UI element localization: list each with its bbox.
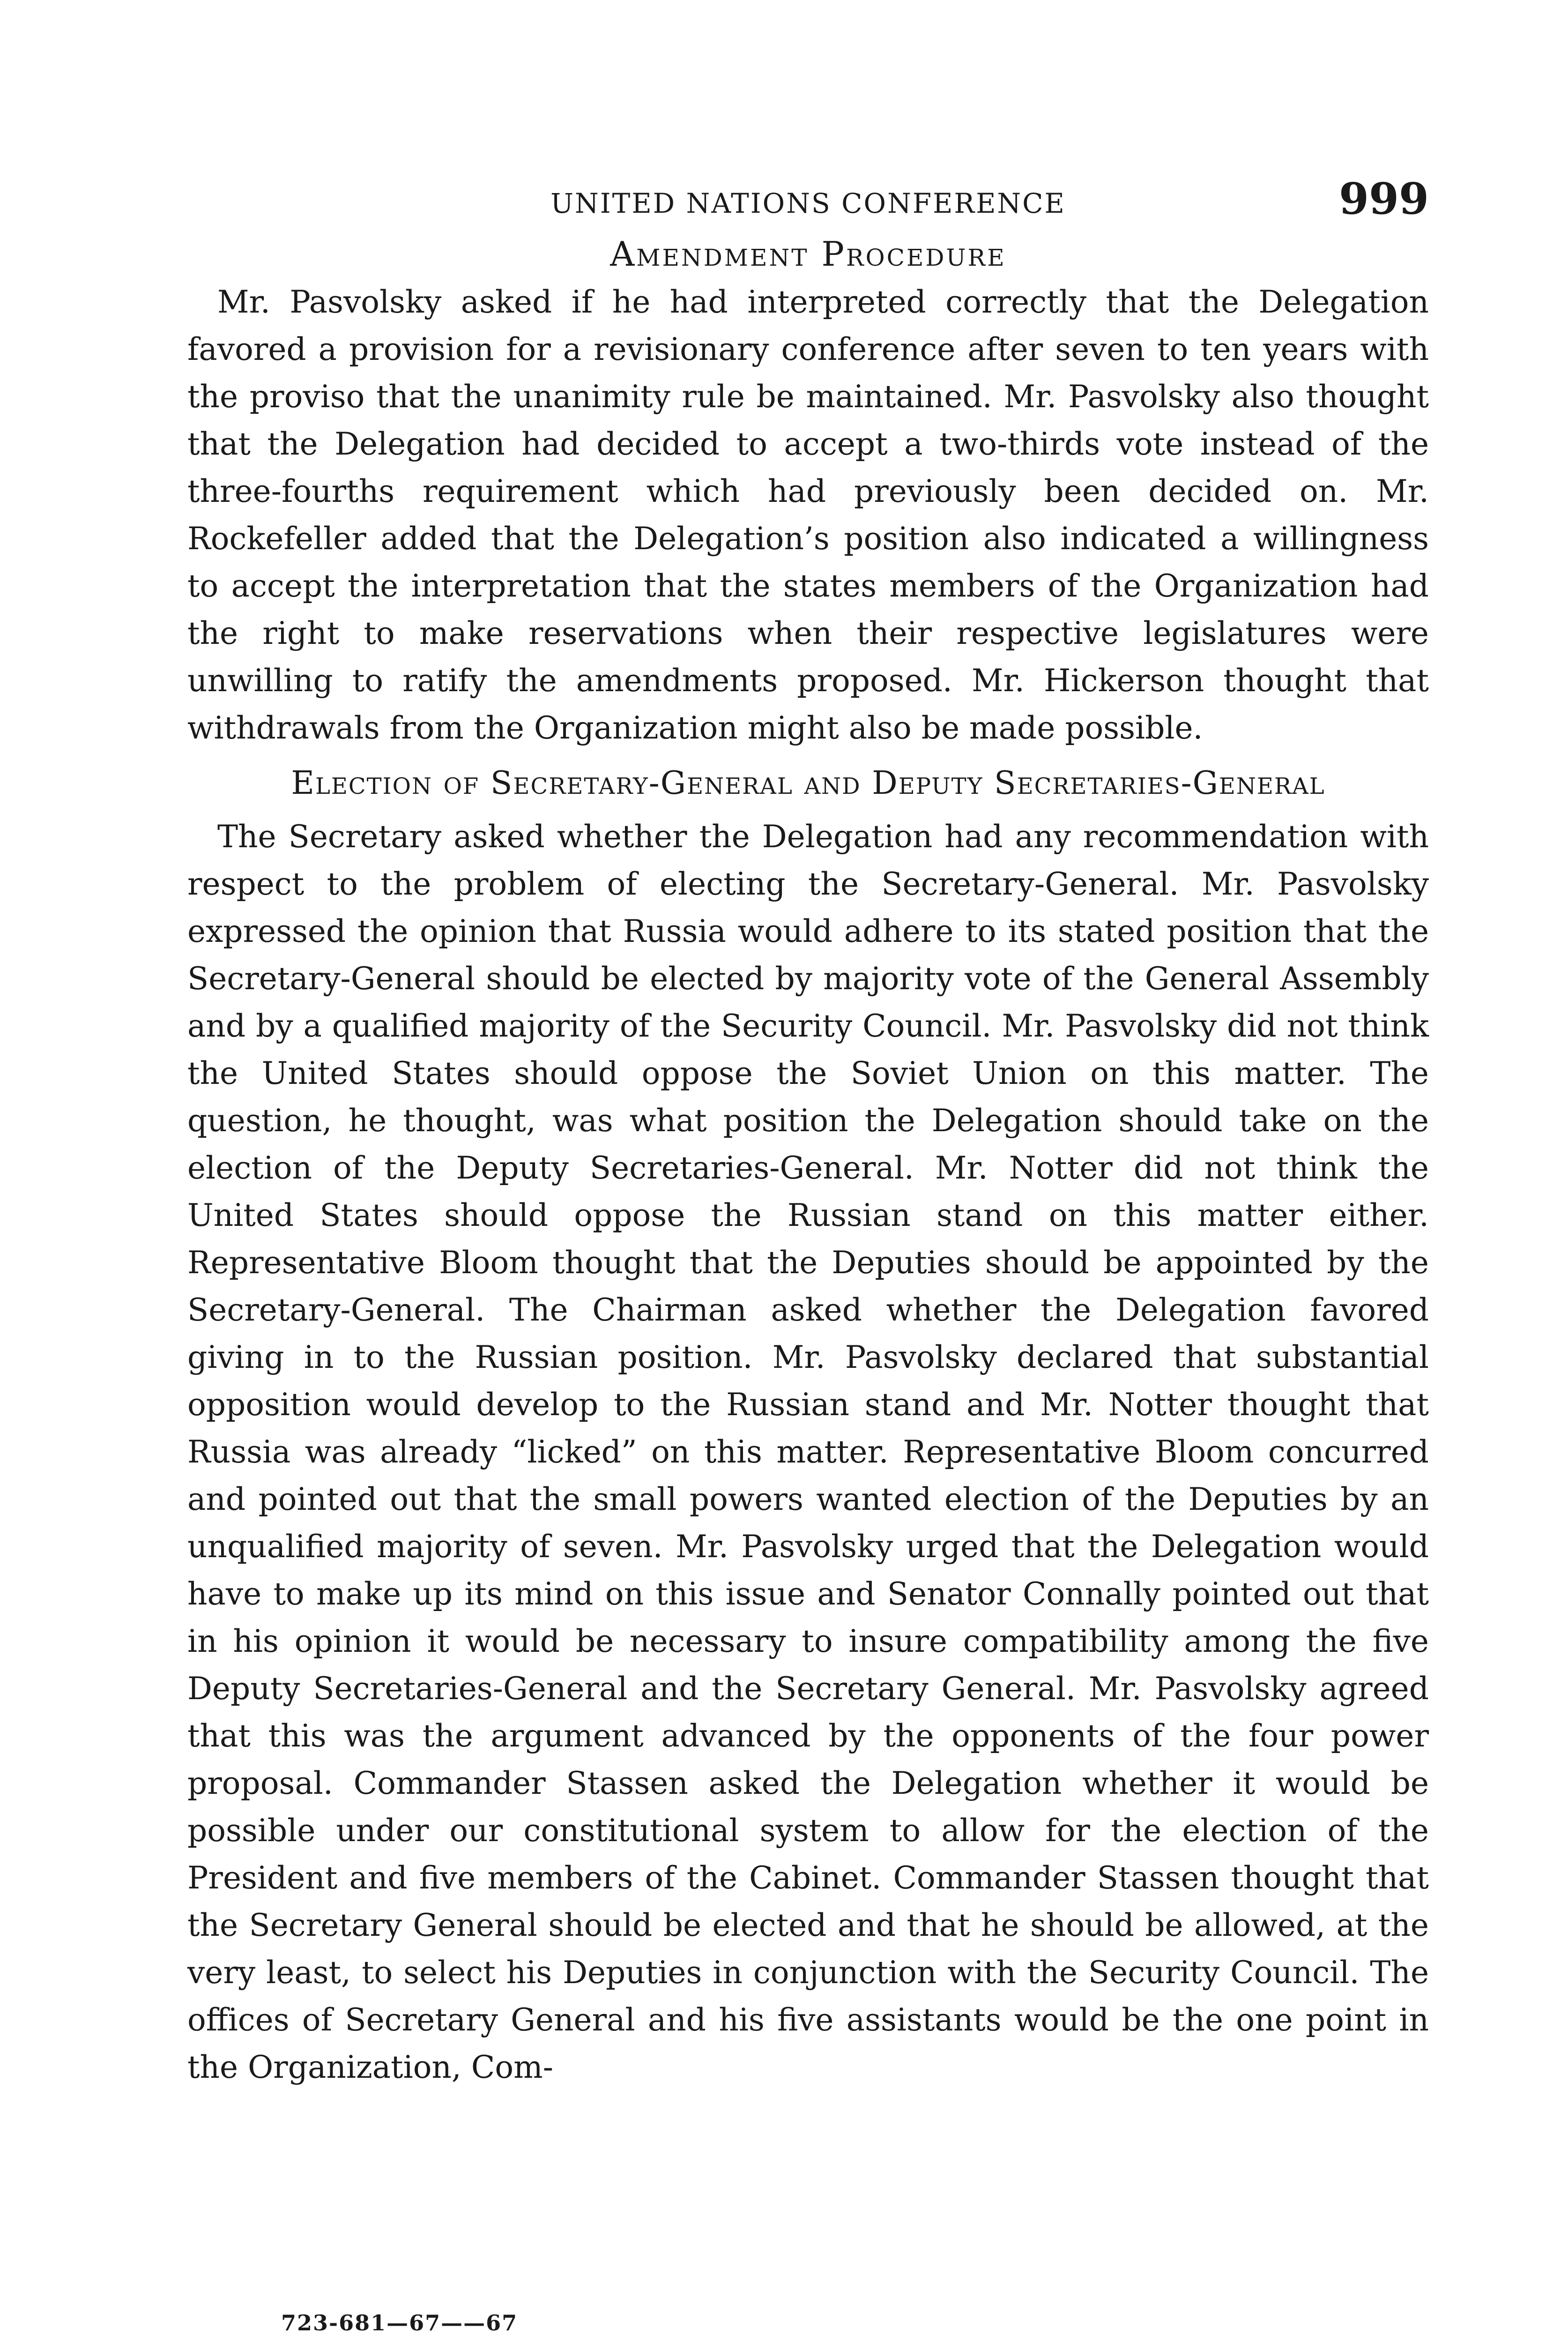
document-page (187, 169, 1429, 2343)
section-heading-amendment-procedure: Amendment Procedure (610, 234, 1006, 274)
paragraph-amendment-procedure: Mr. Pasvolsky asked if he had interpreted correctly that the Delegation favored a provision for a revisionary conference after seven to ten years with the proviso that the unanimity rule be maintained. Mr. Pasvolsky also thought that the Delegation had decided to accept a two-thirds vote instead of the three-fourths requirement which had previously been decided on. Mr. Rockefeller added that the Delegation’s position also indicated a willingness to accept the interpretation that the states members of the Organization had the right to make reservations when their respective legislatures were unwilling to ratify the amendments proposed. Mr. Hickerson thought that withdrawals from the Organization might also be made possible. (187, 284, 1429, 746)
paragraph-election: The Secretary asked whether the Delegation had any recommendation with respect to the problem of electing the Secretary-General. Mr. Pasvolsky expressed the opinion that Russia would adhere to its stated position that the Secretary-General should be elected by majority vote of the General Assembly and by a qualified majority of the Security Council. Mr. Pasvolsky did not think the United States should oppose the Soviet Union on this matter. The question, he thought, was what position the Delegation should take on the election of the Deputy Secretaries-General. Mr. Notter did not think the United States should oppose the Russian stand on this matter either. Representative Bloom thought that the Deputies should be appointed by the Secretary-General. The Chairman asked whether the Delegation favored giving in to the Russian position. Mr. Pasvolsky declared that substantial opposition would develop to the Russian stand and Mr. Notter thought that Russia was already “licked” on this matter. Representative Bloom concurred and pointed out that the small powers wanted election of the Deputies by an unqualified majority of seven. Mr. Pasvolsky urged that the Delegation would have to make up its mind on this issue and Senator Connally pointed out that in his opinion it would be necessary to insure compatibility among the five Deputy Secretaries-General and the Secretary General. Mr. Pasvolsky agreed that this was the argument advanced by the opponents of the four power proposal. Commander Stassen asked the Delegation whether it would be possible under our constitutional system to allow for the election of the President and five members of the Cabinet. Commander Stassen thought that the Secretary General should be elected and that he should be allowed, at the very least, to select his Deputies in conjunction with the Security Council. The offices of Secretary General and his five assistants would be the one point in the Organization, Com- (187, 819, 1429, 2085)
running-head (187, 169, 1429, 230)
section-heading-election: Election of Secretary-General and Deputy Secretaries-General (291, 765, 1325, 802)
page-number: 999 (1338, 173, 1429, 224)
running-title: UNITED NATIONS CONFERENCE (550, 187, 1066, 219)
print-code: 723-681—67——67 (281, 2310, 518, 2336)
